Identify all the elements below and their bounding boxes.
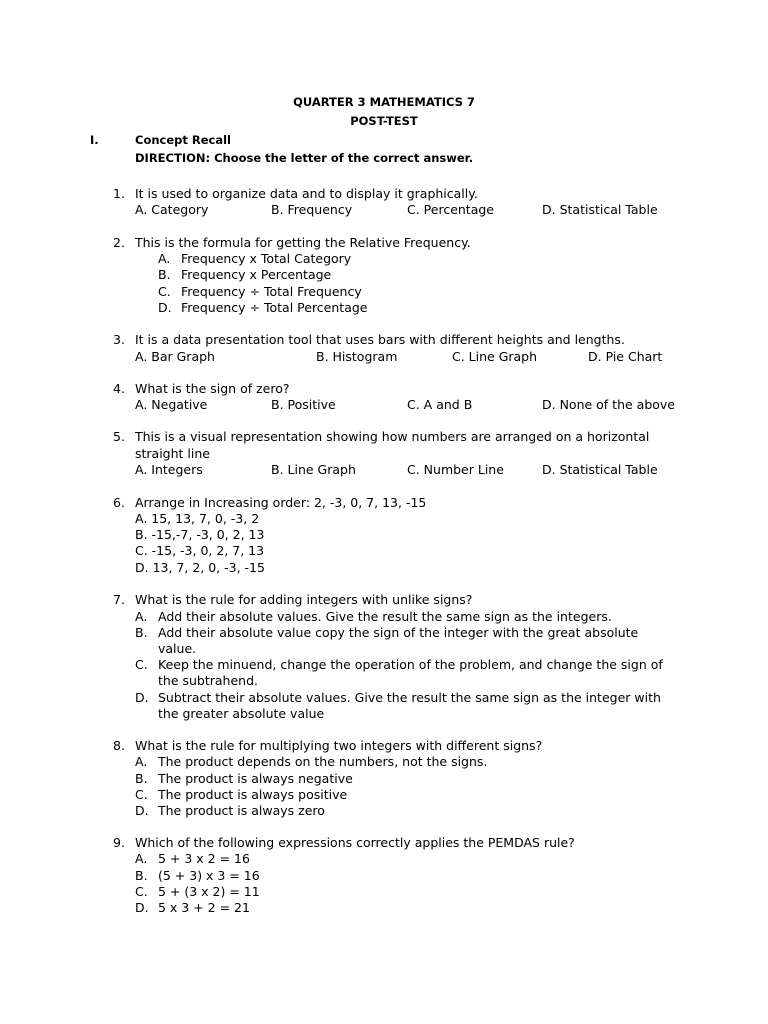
- question-text: What is the rule for multiplying two integers with different signs?: [135, 738, 543, 753]
- question-number: 9.: [113, 835, 125, 850]
- option-b: B. -15,-7, -3, 0, 2, 13: [135, 527, 265, 542]
- option-a: Frequency x Total Category: [181, 251, 352, 266]
- option-d: D. Statistical Table: [542, 462, 658, 477]
- option-c: 5 + (3 x 2) = 11: [158, 884, 260, 899]
- option-b: B. Line Graph: [271, 462, 356, 477]
- option-d: Frequency ÷ Total Percentage: [181, 300, 368, 315]
- question-text: What is the sign of zero?: [135, 381, 290, 396]
- option-b-letter: B.: [135, 868, 148, 883]
- option-a: A. 15, 13, 7, 0, -3, 2: [135, 511, 260, 526]
- question-number: 5.: [113, 429, 125, 444]
- question-text: It is a data presentation tool that uses bars with different heights and lengths.: [135, 332, 625, 347]
- option-d-line2: the greater absolute value: [158, 706, 325, 721]
- option-b: (5 + 3) x 3 = 16: [158, 868, 260, 883]
- option-d-letter: D.: [135, 803, 149, 818]
- option-a: A. Bar Graph: [135, 349, 215, 364]
- question-number: 8.: [113, 738, 125, 753]
- option-c-letter: C.: [135, 884, 148, 899]
- option-b-letter: B.: [135, 771, 148, 786]
- option-c: C. A and B: [407, 397, 473, 412]
- option-a: A. Negative: [135, 397, 208, 412]
- question-number: 1.: [113, 186, 125, 201]
- option-b-line1: Add their absolute value copy the sign of the integer with the great absolute: [158, 625, 639, 640]
- option-b-line2: value.: [158, 641, 197, 656]
- option-c: C. Number Line: [407, 462, 504, 477]
- option-d: The product is always zero: [158, 803, 325, 818]
- question-text-line1: This is a visual representation showing how numbers are arranged on a horizontal: [135, 429, 650, 444]
- option-d-letter: D.: [135, 690, 149, 705]
- option-c-letter: C.: [135, 787, 148, 802]
- option-c-line1: Keep the minuend, change the operation of the problem, and change the sign of: [158, 657, 663, 672]
- option-c-letter: C.: [135, 657, 148, 672]
- question-text-line2: straight line: [135, 446, 210, 461]
- option-a: A. Category: [135, 202, 209, 217]
- option-d-letter: D.: [135, 900, 149, 915]
- section-number: I.: [90, 133, 99, 147]
- question-text: Arrange in Increasing order: 2, -3, 0, 7, 13, -15: [135, 495, 427, 510]
- question-text: This is the formula for getting the Relative Frequency.: [135, 235, 471, 250]
- option-b-letter: B.: [135, 625, 148, 640]
- option-c: C. Percentage: [407, 202, 494, 217]
- page-title: QUARTER 3 MATHEMATICS 7: [293, 95, 475, 109]
- option-d: D. 13, 7, 2, 0, -3, -15: [135, 560, 265, 575]
- option-d: 5 x 3 + 2 = 21: [158, 900, 250, 915]
- option-c: Frequency ÷ Total Frequency: [181, 284, 362, 299]
- option-a-letter: A.: [135, 754, 148, 769]
- option-b: The product is always negative: [158, 771, 353, 786]
- option-a: The product depends on the numbers, not the signs.: [158, 754, 488, 769]
- option-c: C. -15, -3, 0, 2, 7, 13: [135, 543, 265, 558]
- option-c-letter: C.: [158, 284, 171, 299]
- option-b: B. Frequency: [271, 202, 353, 217]
- page-subtitle: POST-TEST: [350, 114, 418, 128]
- option-c: The product is always positive: [158, 787, 348, 802]
- option-d: D. None of the above: [542, 397, 675, 412]
- section-title: Concept Recall: [135, 133, 231, 147]
- question-number: 7.: [113, 592, 125, 607]
- question-number: 6.: [113, 495, 125, 510]
- option-b: B. Histogram: [316, 349, 398, 364]
- question-text: Which of the following expressions correctly applies the PEMDAS rule?: [135, 835, 575, 850]
- option-b: Frequency x Percentage: [181, 267, 332, 282]
- option-a: A. Integers: [135, 462, 203, 477]
- section-direction: DIRECTION: Choose the letter of the correct answer.: [135, 151, 474, 165]
- question-text: What is the rule for adding integers with unlike signs?: [135, 592, 473, 607]
- question-number: 2.: [113, 235, 125, 250]
- option-a: 5 + 3 x 2 = 16: [158, 851, 250, 866]
- option-d-line1: Subtract their absolute values. Give the result the same sign as the integer with: [158, 690, 661, 705]
- option-d: D. Pie Chart: [588, 349, 663, 364]
- option-b: B. Positive: [271, 397, 336, 412]
- option-c-line2: the subtrahend.: [158, 673, 258, 688]
- question-number: 3.: [113, 332, 125, 347]
- option-d: D. Statistical Table: [542, 202, 658, 217]
- option-a-letter: A.: [135, 609, 148, 624]
- option-b-letter: B.: [158, 267, 171, 282]
- option-d-letter: D.: [158, 300, 172, 315]
- option-a: Add their absolute values. Give the result the same sign as the integers.: [158, 609, 612, 624]
- question-number: 4.: [113, 381, 125, 396]
- option-a-letter: A.: [135, 851, 148, 866]
- question-text: It is used to organize data and to display it graphically.: [135, 186, 478, 201]
- option-c: C. Line Graph: [452, 349, 538, 364]
- option-a-letter: A.: [158, 251, 171, 266]
